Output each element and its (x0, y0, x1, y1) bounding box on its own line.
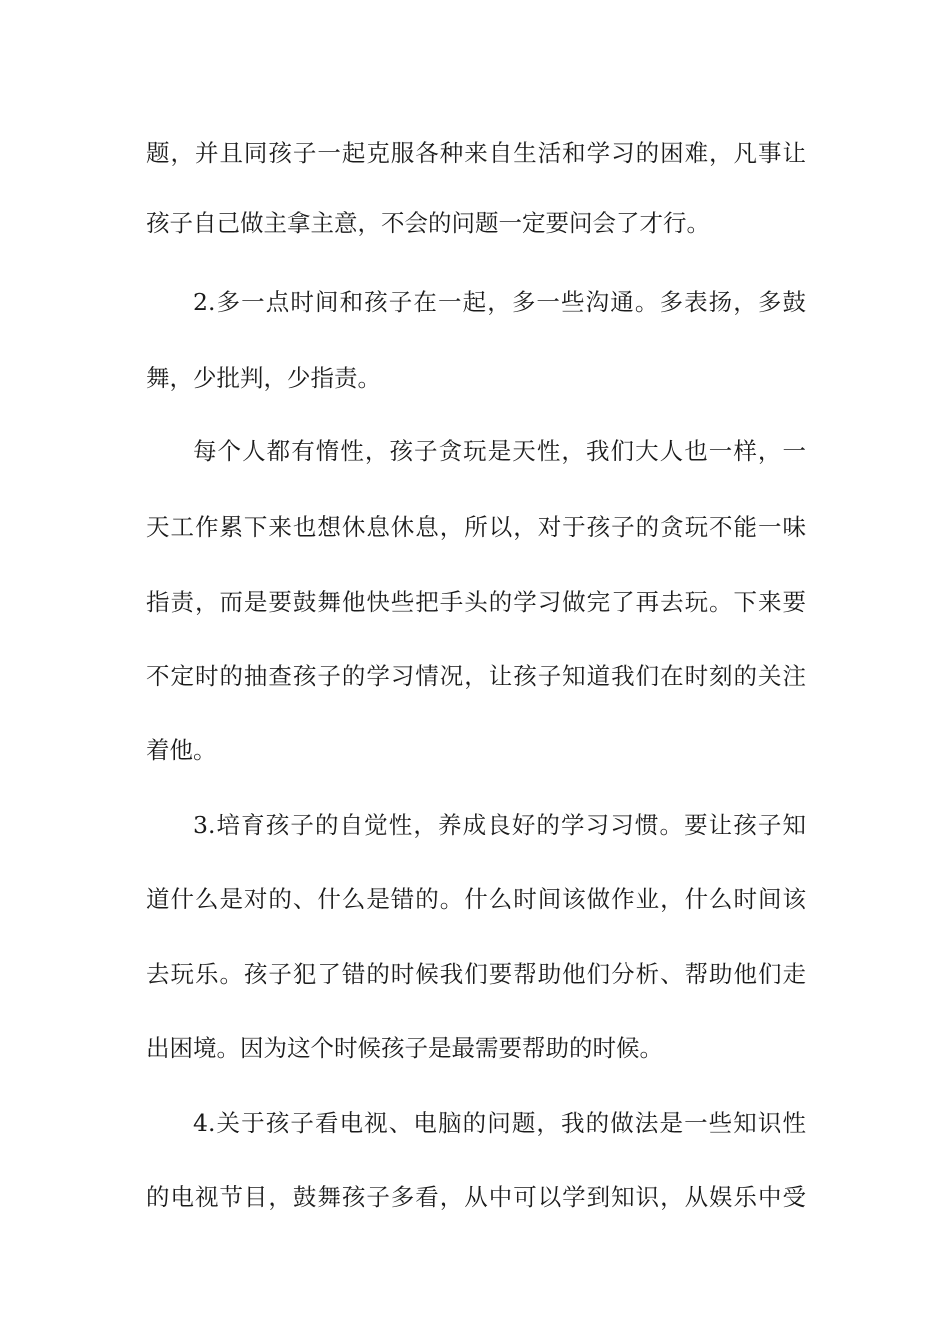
paragraph-first-line: 3.培育孩子的自觉性，养成良好的学习习惯。要让孩子知 (193, 811, 806, 839)
text-line: 道什么是对的、什么是错的。什么时间该做作业，什么时间该 (146, 885, 806, 913)
text-line: 的电视节目，鼓舞孩子多看，从中可以学到知识，从娱乐中受 (146, 1183, 806, 1211)
text-line: 题，并且同孩子一起克服各种来自生活和学习的困难，凡事让 (146, 139, 806, 167)
paragraph-first-line: 2.多一点时间和孩子在一起，多一些沟通。多表扬，多鼓 (193, 288, 806, 316)
paragraph-first-line: 4.关于孩子看电视、电脑的问题，我的做法是一些知识性 (193, 1109, 806, 1137)
text-line: 指责，而是要鼓舞他快些把手头的学习做完了再去玩。下来要 (146, 588, 806, 616)
text-line: 天工作累下来也想休息休息，所以，对于孩子的贪玩不能一味 (146, 513, 806, 541)
text-line: 去玩乐。孩子犯了错的时候我们要帮助他们分析、帮助他们走 (146, 960, 806, 988)
text-line: 着他。 (146, 736, 217, 764)
text-line: 不定时的抽查孩子的学习情况，让孩子知道我们在时刻的关注 (146, 662, 806, 690)
paragraph-first-line: 每个人都有惰性，孩子贪玩是天性，我们大人也一样，一 (193, 437, 806, 465)
text-line: 孩子自己做主拿主意，不会的问题一定要问会了才行。 (146, 209, 710, 237)
text-line: 出困境。因为这个时候孩子是最需要帮助的时候。 (146, 1034, 663, 1062)
text-line: 舞，少批判，少指责。 (146, 364, 381, 392)
